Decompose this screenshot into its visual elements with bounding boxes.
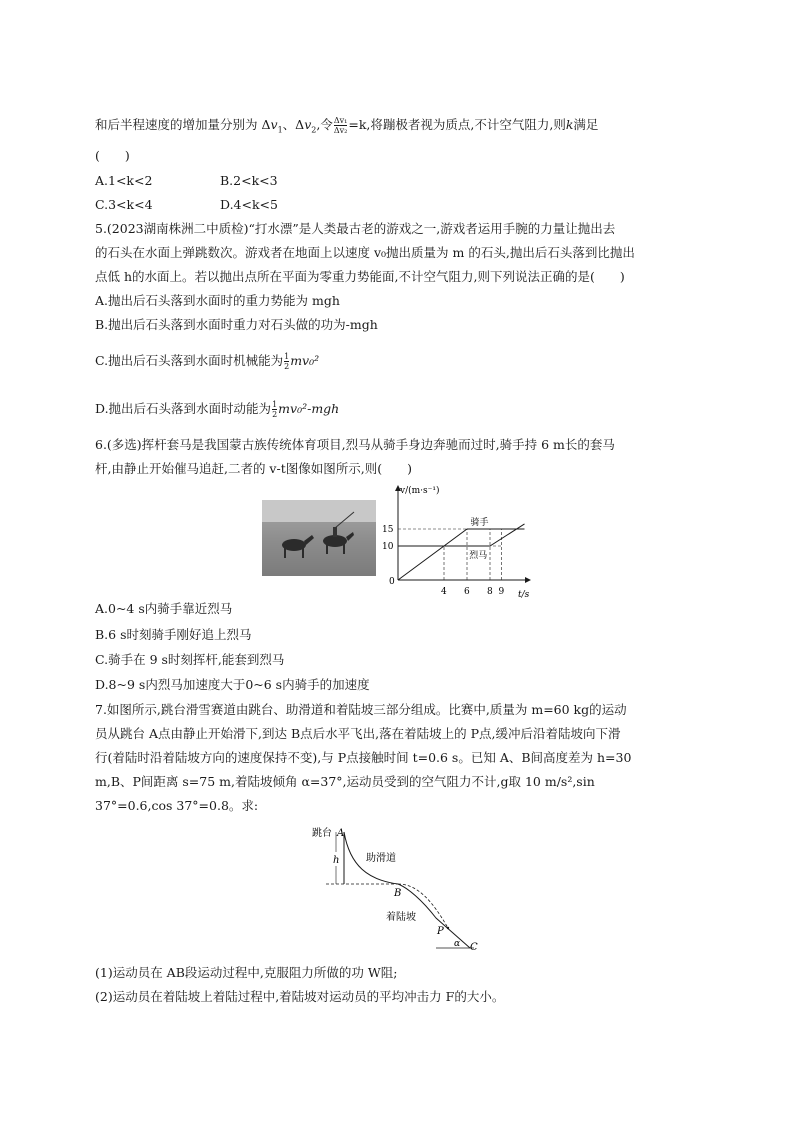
v-t-chart	[368, 480, 538, 602]
x-tick-label: 9	[498, 587, 505, 597]
q4-option-d[interactable]: D.4<k<5	[220, 197, 278, 212]
y-tick-label: 15	[382, 525, 394, 535]
horse-label: 烈马	[469, 551, 488, 561]
label-platform: 跳台	[312, 828, 332, 839]
q6-option-d[interactable]: D.8~9 s内烈马加速度大于0~6 s内骑手的加速度	[95, 677, 370, 692]
y-axis-label: v/(m·s⁻¹)	[400, 486, 440, 496]
label-b: B	[394, 888, 402, 899]
horse-riders-illustration	[262, 500, 376, 576]
q4-option-a[interactable]: A.1<k<2	[95, 173, 153, 188]
horse-line	[398, 524, 525, 546]
x-tick-label: 8	[487, 587, 493, 597]
q5-stem-line2: 的石头在水面上弹跳数次。游戏者在地面上以速度 v₀抛出质量为 m 的石头,抛出后石头落到比抛出	[95, 245, 635, 260]
label-p: P	[437, 926, 444, 937]
q7-stem-line3: 行(着陆时沿着陆坡方向的速度保持不变),与 P点接触时间 t=0.6 s。已知 A、B间高度差为 h=30	[95, 750, 632, 765]
q6-option-c[interactable]: C.骑手在 9 s时刻挥杆,能套到烈马	[95, 652, 285, 667]
q4-answer-paren: ( )	[95, 148, 130, 163]
q6-option-b[interactable]: B.6 s时刻骑手刚好追上烈马	[95, 627, 252, 642]
label-runway: 助滑道	[366, 853, 396, 864]
label-h: h	[333, 855, 340, 866]
origin-label: 0	[389, 577, 395, 587]
label-a: A	[337, 828, 345, 839]
q7-sub2: (2)运动员在着陆坡上着陆过程中,着陆坡对运动员的平均冲击力 F的大小。	[95, 989, 505, 1004]
dv-ratio-fraction: $\frac{\text{Δv₁}}{\text{Δv₂}}$	[333, 116, 348, 135]
q4-option-c[interactable]: C.3<k<4	[95, 197, 153, 212]
q4-stem: 和后半程速度的增加量分别为 $\Delta v_1$、$\Delta v_2$,令 $\frac{\text{Δv₁}}{\text{Δv₂}}$ =k,将蹦极者视为质点,不计空气阻力,则k满足	[95, 116, 599, 135]
q7-stem-line2: 员从跳台 A点由静止开始滑下,到达 B点后水平飞出,落在着陆坡上的 P点,缓冲后沿着陆坡向下滑	[95, 726, 621, 741]
horse-lasso-photo	[262, 500, 376, 576]
q5-option-b[interactable]: B.抛出后石头落到水面时重力对石头做的功为-mgh	[95, 317, 378, 332]
q6-option-a[interactable]: A.0~4 s内骑手靠近烈马	[95, 601, 233, 616]
ski-jump-diagram	[308, 822, 498, 956]
label-slope: 着陆坡	[386, 912, 416, 923]
q5-option-a[interactable]: A.抛出后石头落到水面时的重力势能为 mgh	[95, 293, 340, 308]
q7-sub1: (1)运动员在 AB段运动过程中,克服阻力所做的功 W阻;	[95, 965, 398, 980]
q5-option-c[interactable]: C.抛出后石头落到水面时机械能为 $\frac{1}{2}$ mv₀²	[95, 352, 320, 371]
q5-stem-line1: 5.(2023湖南株洲二中质检)“打水漂”是人类最古老的游戏之一,游戏者运用手腕的力量让抛出去	[95, 221, 616, 236]
half-fraction: $\frac{1}{2}$	[272, 400, 278, 419]
q4-option-b[interactable]: B.2<k<3	[220, 173, 278, 188]
x-axis-label: t/s	[518, 590, 530, 600]
q6-stem-line2: 杆,由静止开始催马追赶,二者的 v-t图像如图所示,则( )	[95, 461, 412, 476]
q6-stem-line1: 6.(多选)挥杆套马是我国蒙古族传统体育项目,烈马从骑手身边奔驰而过时,骑手持 6 m长的套马	[95, 437, 615, 452]
half-fraction: $\frac{1}{2}$	[284, 352, 290, 371]
q5-stem-line3: 点低 h的水面上。若以抛出点所在平面为零重力势能面,不计空气阻力,则下列说法正确的是( )	[95, 269, 625, 284]
x-tick-label: 4	[441, 587, 447, 597]
y-tick-label: 10	[382, 542, 394, 552]
x-tick-label: 6	[464, 587, 470, 597]
label-alpha: α	[454, 939, 461, 949]
q7-stem-line1: 7.如图所示,跳台滑雪赛道由跳台、助滑道和着陆坡三部分组成。比赛中,质量为 m=60 kg的运动	[95, 702, 627, 717]
rider-label: 骑手	[470, 518, 489, 528]
rider-line	[398, 529, 525, 580]
chart-marks	[382, 516, 525, 597]
label-c: C	[470, 942, 478, 953]
q7-stem-line4: m,B、P间距离 s=75 m,着陆坡倾角 α=37°,运动员受到的空气阻力不计,g取 10 m/s²,sin	[95, 774, 595, 789]
q5-option-d[interactable]: D.抛出后石头落到水面时动能为 $\frac{1}{2}$ mv₀²-mgh	[95, 400, 340, 419]
q7-stem-line5: 37°=0.6,cos 37°=0.8。求:	[95, 798, 259, 813]
